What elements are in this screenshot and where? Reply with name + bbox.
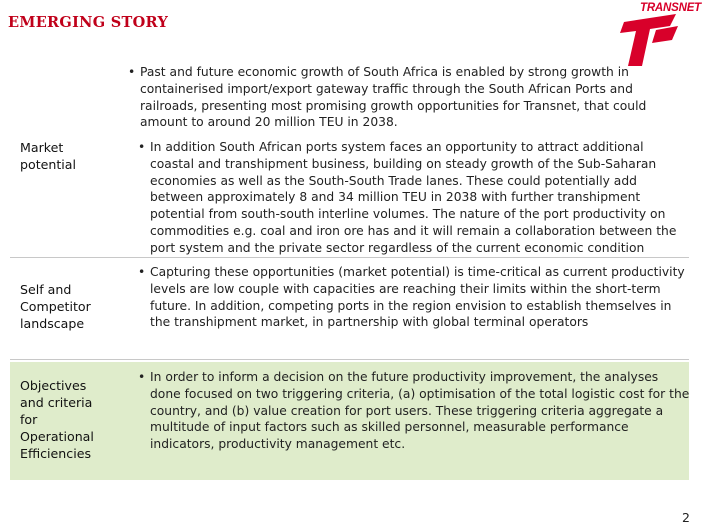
divider (10, 359, 689, 360)
bullet-text: Past and future economic growth of South Africa is enabled by strong growth in containerised import/export gateway traffic through the South African Ports and railroads, presenting most promising growth opportunities for Transnet, that could amount to around 20 million TEU in 2038. (140, 65, 647, 130)
row-label: Market potential (20, 140, 77, 172)
bullet-icon: • (138, 140, 146, 154)
list-item (128, 64, 680, 131)
objectives-bullets (138, 369, 690, 454)
page-title: EMERGING STORY (8, 14, 169, 31)
list-item (138, 264, 690, 331)
logo-text: TRANSNET (640, 2, 702, 14)
row-label: Objectives and criteria for Operational Efficiencies (20, 378, 94, 461)
divider (10, 257, 689, 258)
bullet-icon: • (138, 370, 146, 384)
bullet-icon: • (138, 265, 146, 279)
intro-bullet-list (128, 64, 680, 132)
bullet-text: In order to inform a decision on the future productivity improvement, the analyses done focused on two triggering criteria, (a) optimisation of the total logistic cost for the country, and (b) value creation for port users. These triggering criteria aggregate a multitude of input factors such as skilled personnel, measurable performance indicators, productivity management etc. (150, 370, 690, 452)
bullet-icon: • (128, 65, 136, 79)
market-potential-bullets (138, 139, 690, 256)
row-label: Self and Competitor landscape (20, 282, 91, 331)
bullet-text: Capturing these opportunities (market potential) is time-critical as current productivity levels are low couple with capacities are reaching their limits within the short-term future. In addition, competing ports in the region envision to establish themselves in the transhipment market, in partnership with global terminal operators (150, 265, 685, 330)
list-item (138, 369, 690, 453)
self-competitor-bullets (138, 264, 690, 332)
list-item (138, 139, 690, 256)
page-number: 2 (682, 510, 690, 525)
bullet-text: In addition South African ports system faces an opportunity to attract additional coastal and transhipment business, building on steady growth of the Sub-Saharan economies as well as the South-South Trade lanes. These could potentially add between approximately 8 and 34 million TEU in 2038 with further transhipment potential from south-south interline volumes. The nature of the port productivity on commodities e.g. coal and iron ore has and it will remain a collaboration between the port system and the private sector regardless of the current economic condition (150, 140, 677, 255)
